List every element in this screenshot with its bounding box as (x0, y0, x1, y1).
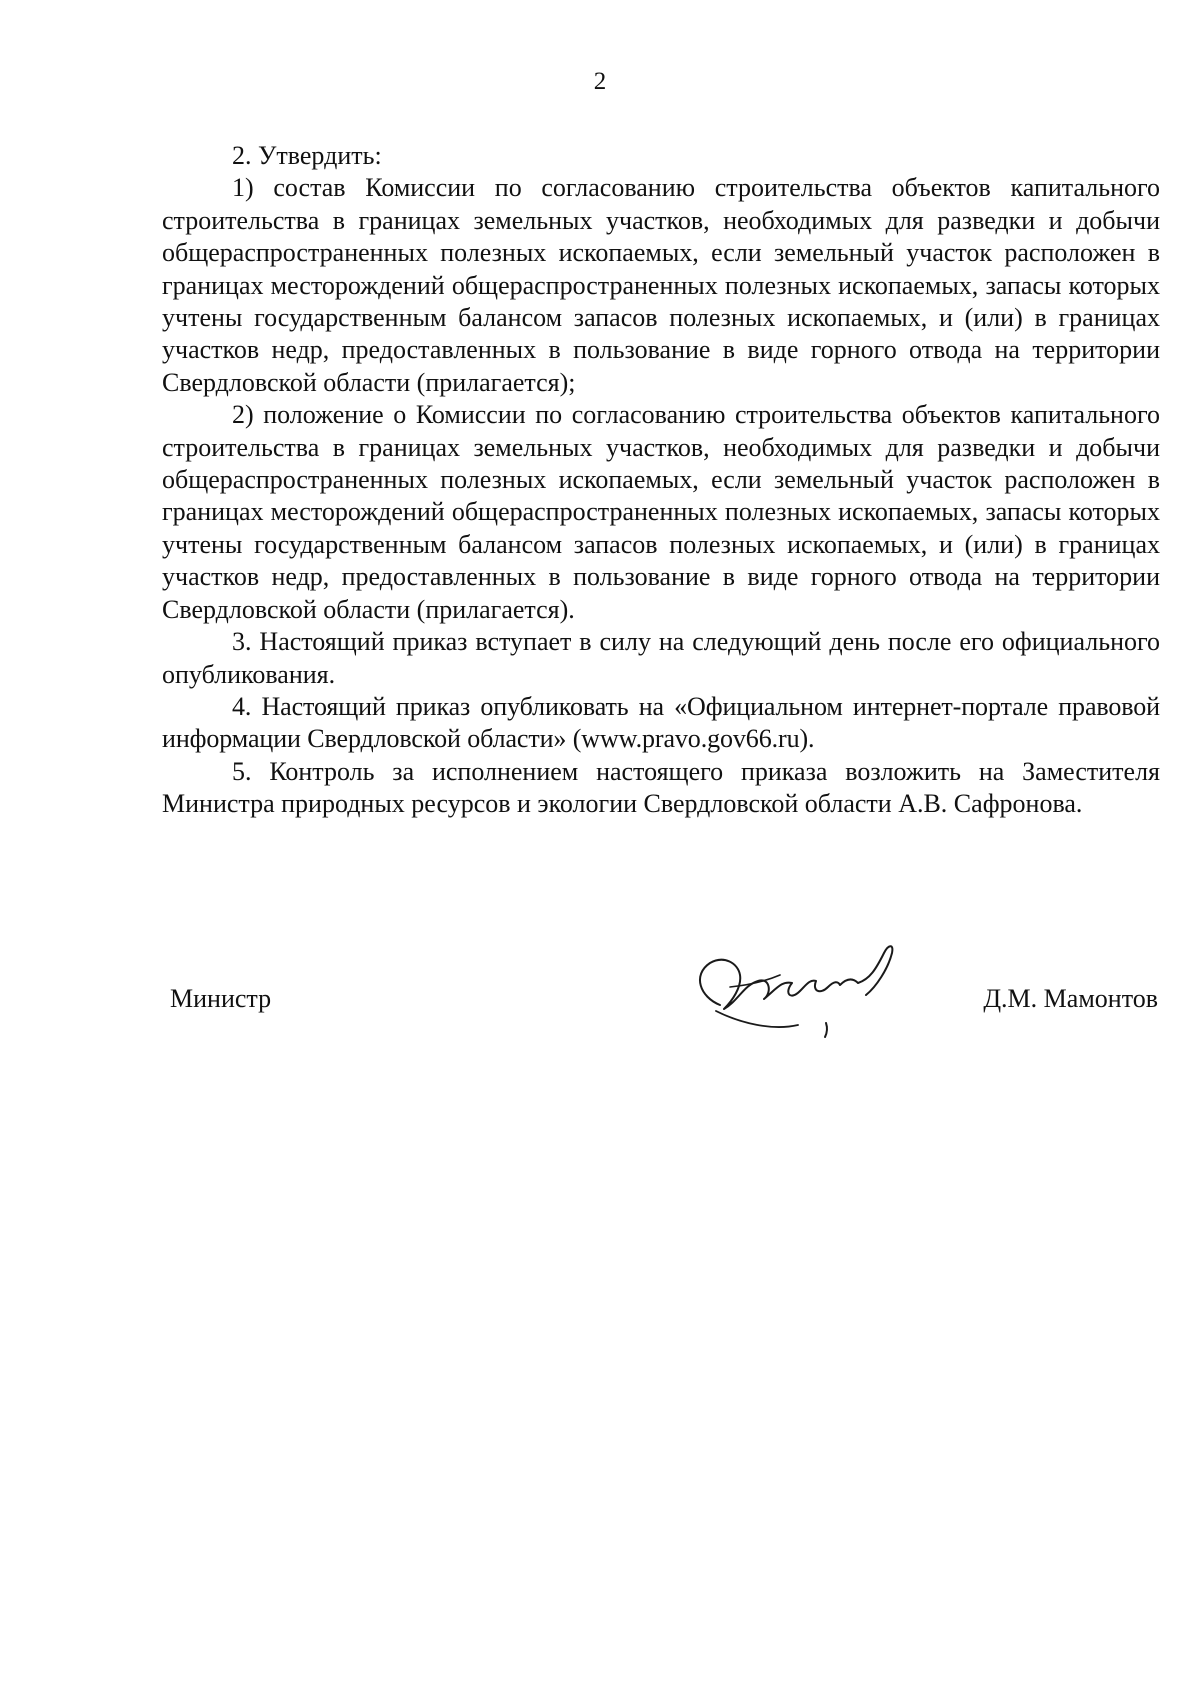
handwritten-signature (680, 935, 920, 1045)
paragraph-control: 5. Контроль за исполнением настоящего приказа возложить на Заместителя Министра природных ресурсов и экологии Свердловской области А.В. Сафронова. (162, 756, 1160, 819)
paragraph-publication: 4. Настоящий приказ опубликовать на «Официальном интернет-портале правовой информации Свердловской области» (www.pravo.gov66.ru). (162, 691, 1160, 754)
signature-block (0, 935, 1200, 1055)
signer-role: Министр (170, 984, 272, 1013)
paragraph-approve: 2. Утвердить: (232, 141, 382, 170)
paragraph-item-1-composition: 1) состав Комиссии по согласованию строительства объектов капитального строительства в границах земельных участков, необходимых для разведки и добычи общераспространенных полезных ископаемых, если земельный участок расположен в границах месторождений общераспространенных полезных ископаемых, запасы которых учтены государственным балансом запасов полезных ископаемых, и (или) в границах участков недр, предоставленных в пользование в виде горного отвода на территории Свердловской области (прилагается); (162, 173, 1160, 397)
page-number: 2 (593, 68, 607, 95)
paragraph-item-2-regulation: 2) положение о Комиссии по согласованию строительства объектов капитального строительства в границах земельных участков, необходимых для разведки и добычи общераспространенных полезных ископаемых, если земельный участок расположен в границах месторождений общераспространенных полезных ископаемых, запасы которых учтены государственным балансом запасов полезных ископаемых, и (или) в границах участков недр, предоставленных в пользование в виде горного отвода на территории Свердловской области (прилагается). (162, 400, 1160, 624)
paragraph-effective-date: 3. Настоящий приказ вступает в силу на следующий день после его официального опубликования. (162, 627, 1160, 689)
document-body (162, 140, 1160, 821)
signer-name: Д.М. Мамонтов (983, 984, 1158, 1013)
